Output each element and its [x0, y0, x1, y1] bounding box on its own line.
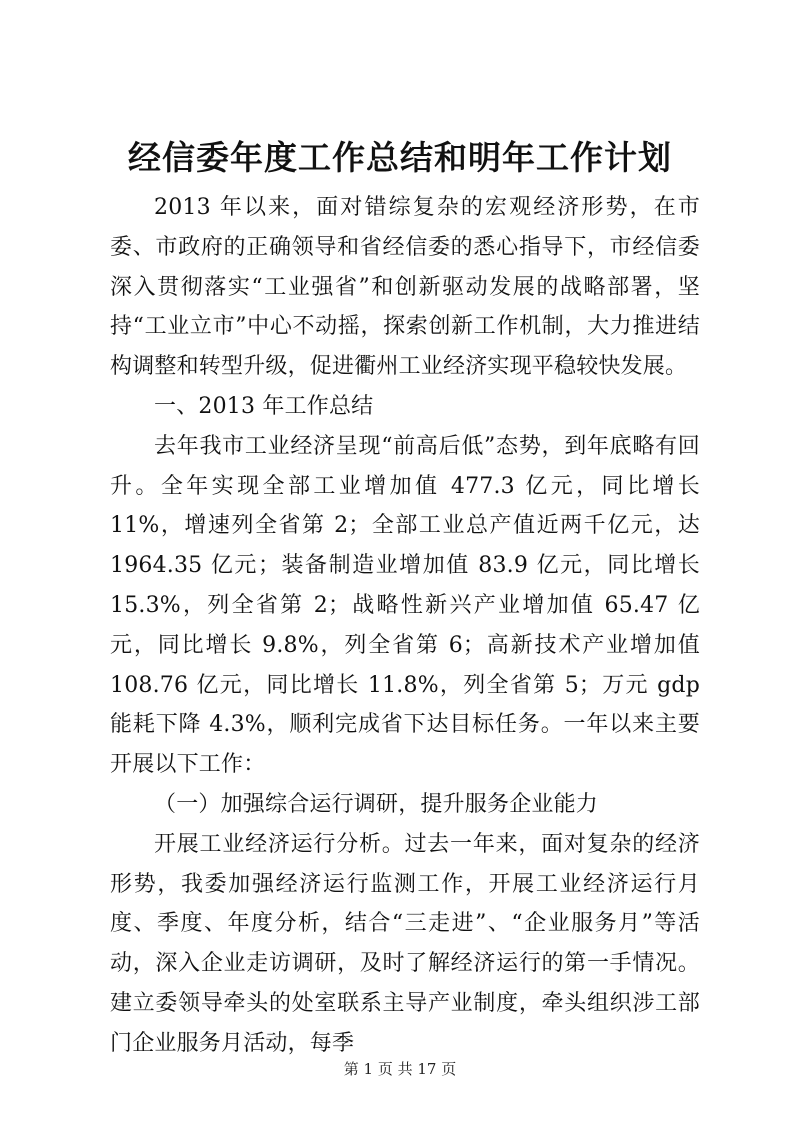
page-footer: 第 1 页 共 17 页 [343, 1060, 457, 1078]
subsection-heading: （一）加强综合运行调研，提升服务企业能力 [154, 791, 599, 817]
document-body [110, 188, 700, 1064]
section-heading: 一、2013 年工作总结 [154, 393, 374, 419]
intro-paragraph: 2013 年以来，面对错综复杂的宏观经济形势，在市委、市政府的正确领导和省经信委的悉心指导下，市经信委深入贯彻落实“工业强省”和创新驱动发展的战略部署，坚持“工业立市”中心不动摇，探索创新工作机制，大力推进结构调整和转型升级，促进衢州工业经济实现平稳较快发展。 [110, 195, 700, 380]
summary-paragraph: 去年我市工业经济呈现“前高后低”态势，到年底略有回升。全年实现全部工业增加值 477.3 亿元，同比增长 11%，增速列全省第 2；全部工业总产值近两千亿元，达 1964.35 亿元；装备制造业增加值 83.9 亿元，同比增长 15.3%，列全省第 2；战略性新兴产业增加值 65.47 亿元，同比增长 9.8%，列全省第 6；高新技术产业增加值 108.76 亿元，同比增长 11.8%，列全省第 5；万元 gdp 能耗下降 4.3%，顺利完成省下达目标任务。一年以来主要开展以下工作： [110, 433, 700, 778]
analysis-paragraph: 开展工业经济运行分析。过去一年来，面对复杂的经济形势，我委加强经济运行监测工作，开展工业经济运行月度、季度、年度分析，结合“三走进”、“企业服务月”等活动，深入企业走访调研，及时了解经济运行的第一手情况。建立委领导牵头的处室联系主导产业制度，牵头组织涉工部门企业服务月活动，每季 [110, 831, 700, 1056]
document-title: 经信委年度工作总结和明年工作计划 [128, 138, 672, 177]
